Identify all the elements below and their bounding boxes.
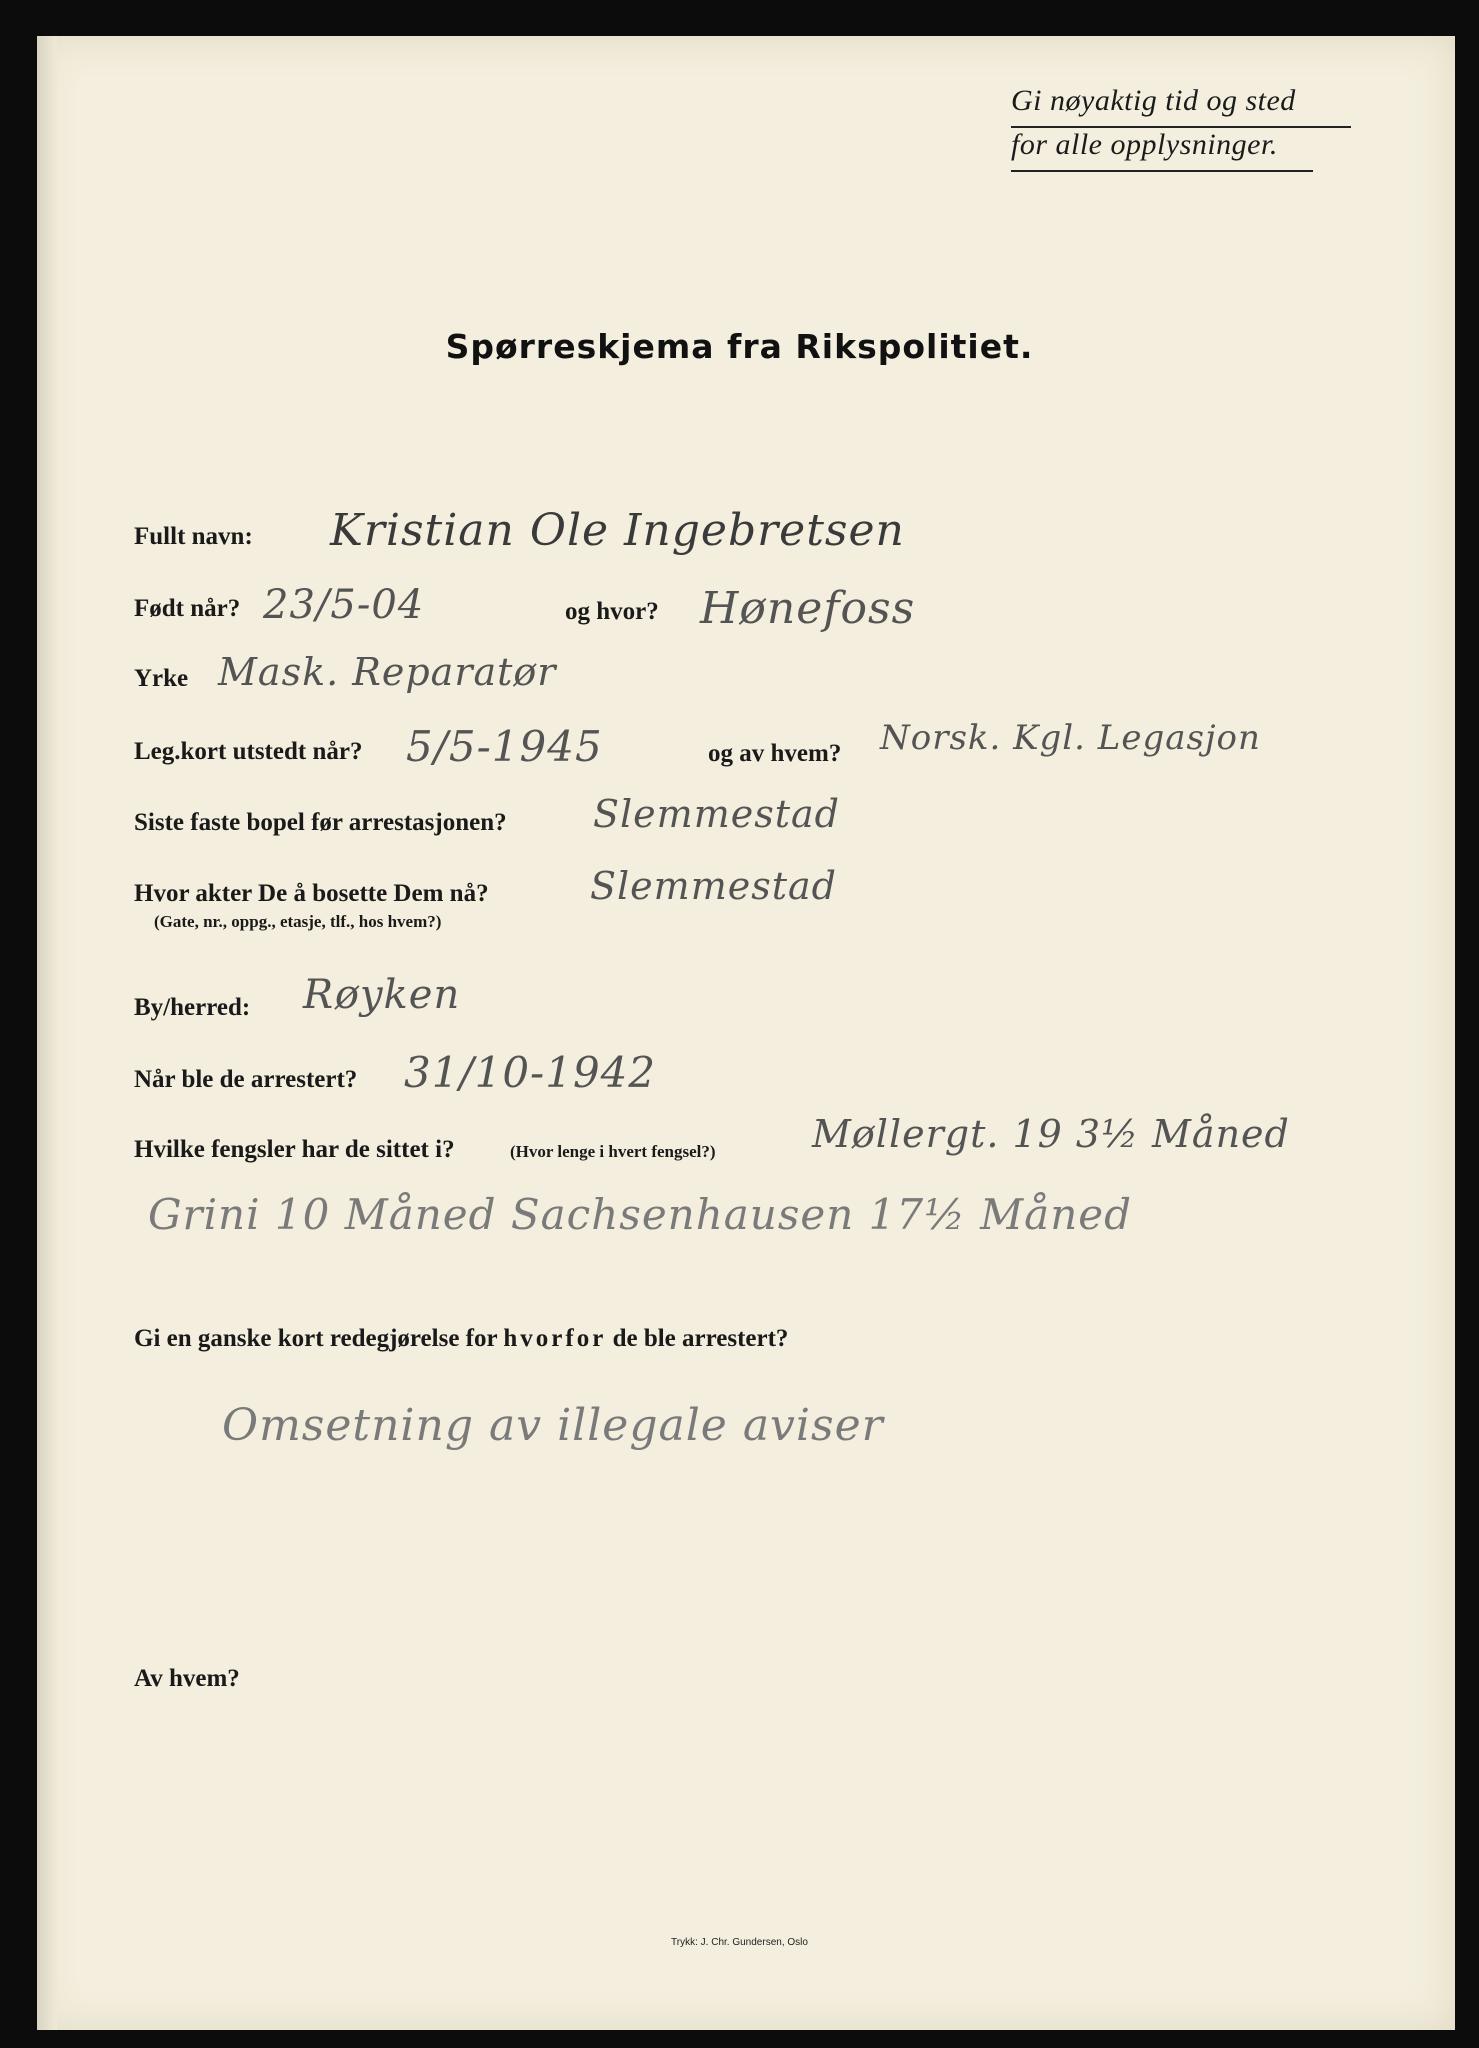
born-where-label: og hvor?	[565, 598, 659, 625]
municipality-value: Røyken	[303, 972, 461, 1018]
full-name-label: Fullt navn:	[134, 523, 253, 550]
prisons-value-line-2: Grini 10 Måned Sachsenhausen 17½ Måned	[148, 1190, 1133, 1239]
instruction-note	[1011, 84, 1351, 172]
printer-imprint: Trykk: J. Chr. Gundersen, Oslo	[671, 1937, 808, 1948]
born-when-label: Født når?	[134, 595, 241, 622]
prisons-label: Hvilke fengsler har de sittet i?	[134, 1136, 455, 1163]
by-whom-label: Av hvem?	[134, 1665, 240, 1692]
arrested-when-value: 31/10-1942	[404, 1048, 657, 1097]
future-address-value: Slemmestad	[590, 864, 837, 908]
id-issued-by-label: og av hvem?	[708, 740, 842, 767]
last-address-value: Slemmestad	[593, 792, 840, 836]
instruction-line-2: for alle opplysninger.	[1011, 128, 1313, 172]
reason-label-pre: Gi en ganske kort redegjørelse for	[134, 1325, 498, 1352]
arrested-when-label: Når ble de arrestert?	[134, 1066, 358, 1093]
occupation-label: Yrke	[134, 665, 189, 692]
reason-label	[134, 1325, 788, 1353]
instruction-line-1: Gi nøyaktig tid og sted	[1011, 84, 1351, 128]
prisons-hint: (Hvor lenge i hvert fengsel?)	[510, 1142, 716, 1161]
full-name-value: Kristian Ole Ingebretsen	[330, 505, 905, 556]
last-address-label: Siste faste bopel før arrestasjonen?	[134, 809, 507, 836]
reason-label-post: de ble arrestert?	[612, 1325, 789, 1352]
occupation-value: Mask. Reparatør	[218, 650, 557, 694]
municipality-label: By/herred:	[134, 994, 251, 1021]
reason-value: Omsetning av illegale aviser	[222, 1400, 884, 1451]
born-where-value: Hønefoss	[700, 583, 916, 634]
reason-label-emphasis: hvorfor	[503, 1325, 607, 1352]
born-when-value: 23/5-04	[263, 582, 425, 628]
id-issued-when-label: Leg.kort utstedt når?	[134, 738, 363, 765]
id-issued-when-value: 5/5-1945	[406, 722, 603, 771]
future-address-label: Hvor akter De å bosette Dem nå?	[134, 880, 489, 907]
future-address-hint: (Gate, nr., oppg., etasje, tlf., hos hvem?)	[154, 912, 442, 931]
id-issued-by-value: Norsk. Kgl. Legasjon	[880, 718, 1261, 758]
form-title: Spørreskjema fra Rikspolitiet.	[445, 327, 1034, 366]
prisons-value-line-1: Møllergt. 19 3½ Måned	[812, 1112, 1290, 1156]
